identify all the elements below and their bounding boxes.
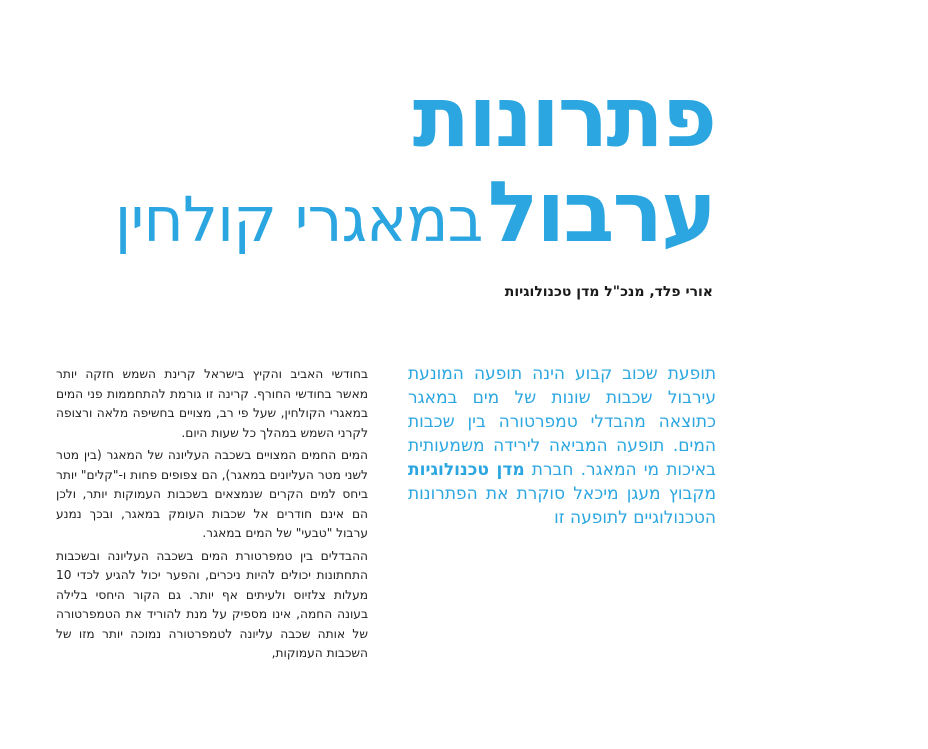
author-byline: אורי פלד, מנכ"ל מדן טכנולוגיות	[504, 284, 713, 300]
body-paragraph-3: ההבדלים בין טמפרטורת המים בשכבה העליונה ובשכבות התחתונות יכולים להיות ניכרים, והפער יכול להגיע לכדי 10 מעלות צלזיוס ולעיתים אף יותר. גם הקור היחסי בלילה בעונה החמה, אינו מספיק על מנת להוריד את הטמפרטורה של אותה שכבה עליונה לטמפרטורה נמוכה יותר מזו של השכבות העמוקות,	[56, 548, 368, 660]
lead-text-start: תופעת שכוב קבוע הינה תופעה המונעת עירבול שכבות שונות של מים במאגר כתוצאה מהבדלי טמפרטורה בין שכבות המים. תופעה המביאה לירידה משמעותית באיכות מי המאגר. חברת	[408, 364, 717, 480]
body-paragraph-1: בחודשי האביב והקיץ בישראל קרינת השמש חזקה יותר מאשר בחודשי החורף. קרינה זו גורמת להתחממות פני המים במאגרי הקולחין, שעל פי רב, מצויים בחשיפה מלאה ורצופה לקרני השמש במהלך כל שעות היום.	[56, 367, 368, 440]
lead-paragraph	[408, 362, 716, 530]
body-column	[56, 365, 368, 667]
lead-company-name: מדן טכנולוגיות	[408, 460, 525, 480]
title-word-bold: ערבול	[487, 163, 715, 261]
title-line-1: פתרונות	[412, 68, 715, 166]
body-paragraph-2: המים החמים המצויים בשכבה העליונה של המאגר (בין מטר לשני מטר העליונים במאגר), הם צפופים פחות ו-"קלים" יותר ביחס למים הקרים שנמצאים בשכבות העמוקות יותר, ולכן הם אינם חודרים אל שכבות העומק במאגר, ובכך נמנע ערבול "טבעי" של המים במאגר.	[56, 448, 368, 540]
title-words-light: במאגרי קולחין	[114, 183, 483, 256]
title-line-2	[40, 162, 715, 262]
lead-text-end: מקבוץ מעגן מיכאל סוקרת את הפתרונות הטכנולוגיים לתופעה זו	[408, 484, 716, 528]
